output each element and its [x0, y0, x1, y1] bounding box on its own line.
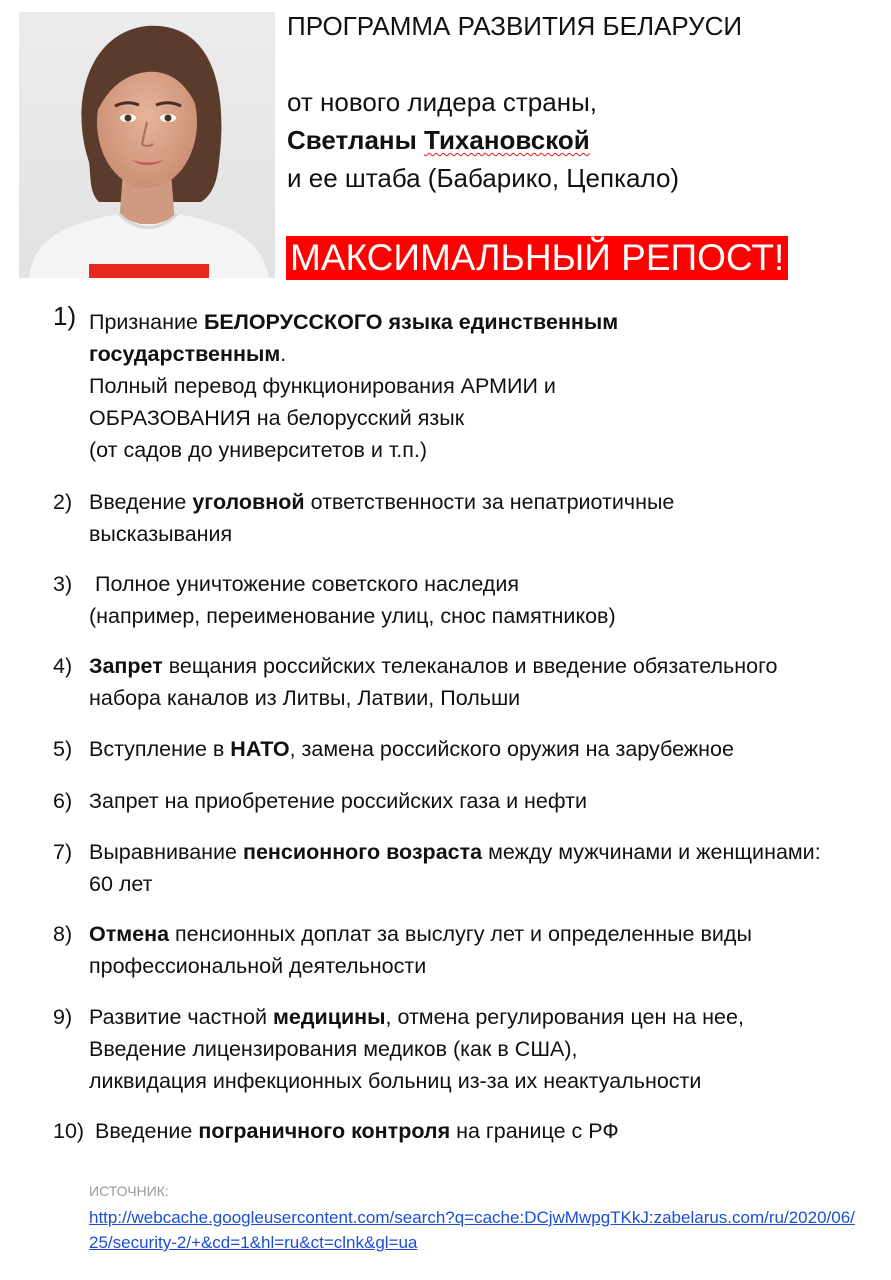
plain-text: ответственности за непатриотичные [304, 490, 675, 514]
emphasis-text: пограничного контроля [198, 1119, 451, 1143]
item-text [89, 1001, 744, 1097]
item-text [89, 486, 674, 550]
headquarters-line: и ее штаба (Бабарико, Цепкало) [287, 163, 680, 193]
emphasis-text: Отмена [89, 922, 170, 946]
item-text [89, 918, 752, 982]
item-text-line [89, 950, 752, 982]
plain-text: Введение лицензирования медиков (как в США), [89, 1037, 578, 1061]
emphasis-text: государственным [89, 342, 281, 366]
plain-text: Запрет на приобретение российских газа и нефти [89, 789, 587, 813]
plain-text: Полный перевод функционирования АРМИИ и [89, 374, 556, 398]
plain-text: ликвидация инфекционных больниц из-за их неактуальности [89, 1069, 702, 1093]
plain-text: (например, переименование улиц, снос памятников) [89, 604, 616, 628]
item-text [89, 306, 618, 466]
item-text-line [89, 306, 618, 338]
emphasis-text: НАТО [230, 737, 290, 761]
item-number: 5) [53, 737, 73, 761]
plain-text: Признание [89, 310, 204, 334]
plain-text: между мужчинами и женщинами: [482, 840, 821, 864]
repost-banner: МАКСИМАЛЬНЫЙ РЕПОСТ! [286, 236, 788, 280]
plain-text: профессиональной деятельности [89, 954, 427, 978]
item-text [89, 650, 777, 714]
leader-first-name: Светланы [287, 125, 417, 155]
item-number: 3) [53, 572, 73, 596]
item-text-line [89, 434, 618, 466]
item-number: 6) [53, 789, 73, 813]
portrait-photo [19, 12, 275, 278]
plain-text: на границе с РФ [450, 1119, 619, 1143]
plain-text: пенсионных доплат за выслугу лет и определенные виды [169, 922, 752, 946]
plain-text: Развитие частной [89, 1005, 273, 1029]
item-text [89, 733, 734, 765]
emphasis-text: пенсионного возраста [242, 840, 483, 864]
item-text-line [95, 1115, 619, 1147]
item-text-line [89, 518, 674, 550]
plain-text: (от садов до университетов и т.п.) [89, 438, 428, 462]
item-text-line [89, 1033, 744, 1065]
plain-text: 60 лет [89, 872, 153, 896]
leader-name [287, 124, 590, 156]
item-text [95, 1115, 619, 1147]
item-number: 7) [53, 840, 73, 864]
item-text-line [89, 650, 777, 682]
item-text [89, 785, 587, 817]
plain-text: ОБРАЗОВАНИЯ на белорусский язык [89, 406, 465, 430]
leader-last-name: Тихановской [424, 125, 590, 155]
item-text-line [89, 682, 777, 714]
item-text-line [89, 733, 734, 765]
plain-text: . [280, 342, 287, 366]
item-number: 10) [53, 1119, 85, 1143]
item-number: 8) [53, 922, 73, 946]
item-text-line [89, 402, 618, 434]
plain-text: набора каналов из Литвы, Латвии, Польши [89, 686, 521, 710]
source-label: ИСТОЧНИК: [89, 1183, 169, 1199]
plain-text: Выравнивание [89, 840, 243, 864]
item-text-line [89, 486, 674, 518]
emphasis-text: БЕЛОРУССКОГО языка единственным [203, 310, 619, 334]
item-text-line [89, 338, 618, 370]
source-link-line[interactable]: http://webcache.googleusercontent.com/search?q=cache:DCjwMwpgTKkJ:zabelarus.com/ru/2020/06/ [89, 1208, 855, 1227]
item-text-line [89, 868, 821, 900]
item-text-line [89, 600, 616, 632]
portrait-illustration [19, 12, 275, 278]
item-text-line [89, 918, 752, 950]
plain-text: Введение [95, 1119, 199, 1143]
plain-text: Полное уничтожение советского наследия [95, 572, 519, 596]
item-text-line [89, 568, 616, 600]
item-number: 1) [53, 301, 77, 331]
program-title: ПРОГРАММА РАЗВИТИЯ БЕЛАРУСИ [287, 11, 743, 41]
subtitle-line: от нового лидера страны, [287, 87, 597, 117]
source-link[interactable] [89, 1205, 889, 1255]
item-text [89, 836, 821, 900]
item-number: 9) [53, 1005, 73, 1029]
item-number: 4) [53, 654, 73, 678]
item-text-line [89, 1001, 744, 1033]
item-text-line [89, 836, 821, 868]
item-text [89, 568, 616, 632]
emphasis-text: Запрет [89, 654, 163, 678]
source-link-line[interactable]: 25/security-2/+&cd=1&hl=ru&ct=clnk&gl=ua [89, 1233, 418, 1252]
plain-text: вещания российских телеканалов и введение обязательного [162, 654, 778, 678]
plain-text: высказывания [89, 522, 233, 546]
item-number: 2) [53, 490, 73, 514]
item-text-line [89, 785, 587, 817]
plain-text: , отмена регулирования цен на нее, [385, 1005, 744, 1029]
plain-text: Введение [89, 490, 193, 514]
emphasis-text: уголовной [192, 490, 305, 514]
plain-text: Вступление в [89, 737, 231, 761]
emphasis-text: медицины [273, 1005, 386, 1029]
plain-text: , замена российского оружия на зарубежное [289, 737, 734, 761]
item-text-line [89, 370, 618, 402]
item-text-line [89, 1065, 744, 1097]
